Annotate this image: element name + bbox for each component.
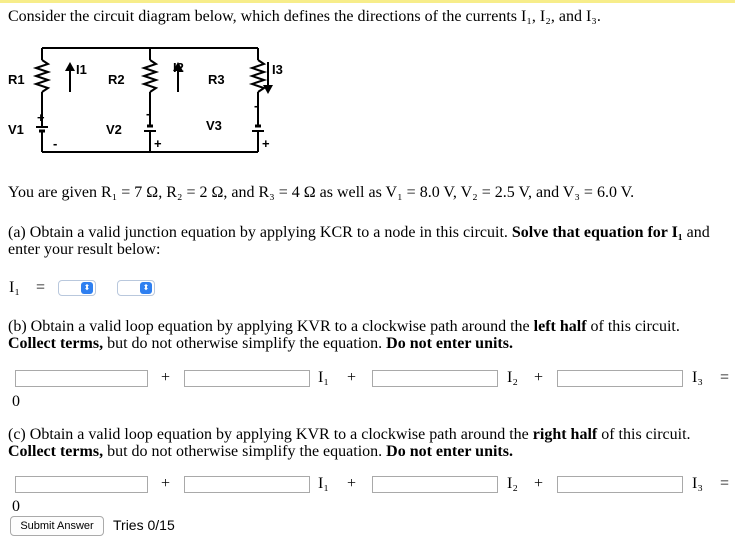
- r3-label: R3: [208, 72, 225, 87]
- v3-plus-sign: +: [262, 136, 270, 151]
- i2-label: I2: [173, 60, 184, 75]
- v3-minus-sign: -: [254, 98, 259, 113]
- part-b-plus-2: +: [347, 369, 357, 386]
- i3-label: I3: [272, 62, 283, 77]
- part-b-bold1: left half: [533, 318, 587, 335]
- part-c-i3-coefficient-field[interactable]: [557, 476, 683, 493]
- part-b-prompt: [8, 318, 730, 352]
- part-b-text2: of this circuit.: [590, 318, 680, 335]
- part-a-equals: =: [36, 279, 46, 296]
- select-arrows-icon: ⬍: [140, 282, 152, 294]
- resistor-r2: [144, 60, 156, 92]
- part-b-constant-field[interactable]: [15, 370, 148, 387]
- part-c-i3-label: I₃: [692, 475, 703, 492]
- part-c-constant-field[interactable]: [15, 476, 148, 493]
- part-c-i2-coefficient-field[interactable]: [372, 476, 498, 493]
- part-c-bold2: Collect terms,: [8, 443, 104, 460]
- part-a-select-2[interactable]: [117, 280, 155, 296]
- part-b-equals: =: [720, 369, 730, 386]
- part-a-text: (a) Obtain a valid junction equation by applying KCR to a node in this circuit.: [8, 224, 508, 241]
- part-a-select-1[interactable]: [58, 280, 96, 296]
- part-c-prompt: [8, 426, 730, 460]
- part-b-i3-label: I₃: [692, 369, 703, 386]
- resistor-r3: [252, 60, 264, 92]
- part-a-bold: Solve that equation for I₁: [511, 224, 683, 241]
- circuit-diagram: [0, 42, 300, 162]
- top-highlight-rule: [0, 0, 735, 3]
- part-c-bold3: Do not enter units.: [386, 443, 513, 460]
- part-a-lhs: I₁: [9, 279, 20, 296]
- tries-counter: Tries 0/15: [113, 517, 175, 533]
- part-c-i1-coefficient-field[interactable]: [184, 476, 310, 493]
- select-arrows-icon: ⬍: [81, 282, 93, 294]
- part-a-prompt: [8, 224, 730, 258]
- part-c-bold1: right half: [532, 426, 598, 443]
- part-b-i2-label: I₂: [507, 369, 518, 386]
- submit-answer-button[interactable]: Submit Answer: [10, 516, 104, 536]
- part-c-i1-label: I₁: [318, 475, 329, 492]
- v3-label: V3: [206, 118, 222, 133]
- part-b-bold3: Do not enter units.: [386, 335, 513, 352]
- part-b-result: 0: [12, 393, 20, 410]
- resistor-r1: [36, 60, 48, 92]
- part-b-i2-coefficient-field[interactable]: [372, 370, 498, 387]
- part-c-i2-label: I₂: [507, 475, 518, 492]
- r2-label: R2: [108, 72, 125, 87]
- part-c-plus-1: +: [161, 475, 171, 492]
- r1-label: R1: [8, 72, 25, 87]
- part-c-plus-2: +: [347, 475, 357, 492]
- v1-plus-sign: +: [37, 110, 45, 125]
- part-b-text3: but do not otherwise simplify the equation.: [107, 335, 383, 352]
- part-b-plus-1: +: [161, 369, 171, 386]
- part-c-equals: =: [720, 475, 730, 492]
- given-values-text: You are given R₁ = 7 Ω, R₂ = 2 Ω, and R₃ = 4 Ω as well as V₁ = 8.0 V, V₂ = 2.5 V, and V₃ = 6.0 V.: [8, 184, 635, 201]
- part-c-text2: of this circuit.: [601, 426, 691, 443]
- part-b-text1: (b) Obtain a valid loop equation by applying KVR to a clockwise path around the: [8, 318, 530, 335]
- i1-label: I1: [76, 62, 87, 77]
- v1-label: V1: [8, 122, 24, 137]
- intro-text: Consider the circuit diagram below, which defines the directions of the currents I₁, I₂, and I₃.: [8, 8, 601, 25]
- v2-plus-sign: +: [154, 136, 162, 151]
- part-c-plus-3: +: [534, 475, 544, 492]
- part-b-i1-label: I₁: [318, 369, 329, 386]
- part-a-text2: and enter your result below:: [8, 224, 710, 258]
- part-b-i1-coefficient-field[interactable]: [184, 370, 310, 387]
- part-b-plus-3: +: [534, 369, 544, 386]
- v2-label: V2: [106, 122, 122, 137]
- part-b-i3-coefficient-field[interactable]: [557, 370, 683, 387]
- part-b-bold2: Collect terms,: [8, 335, 104, 352]
- part-c-result: 0: [12, 498, 20, 515]
- part-c-text1: (c) Obtain a valid loop equation by applying KVR to a clockwise path around the: [8, 426, 529, 443]
- v2-minus-sign: -: [146, 106, 151, 121]
- v1-minus-sign: -: [53, 136, 58, 151]
- part-c-text3: but do not otherwise simplify the equation.: [107, 443, 383, 460]
